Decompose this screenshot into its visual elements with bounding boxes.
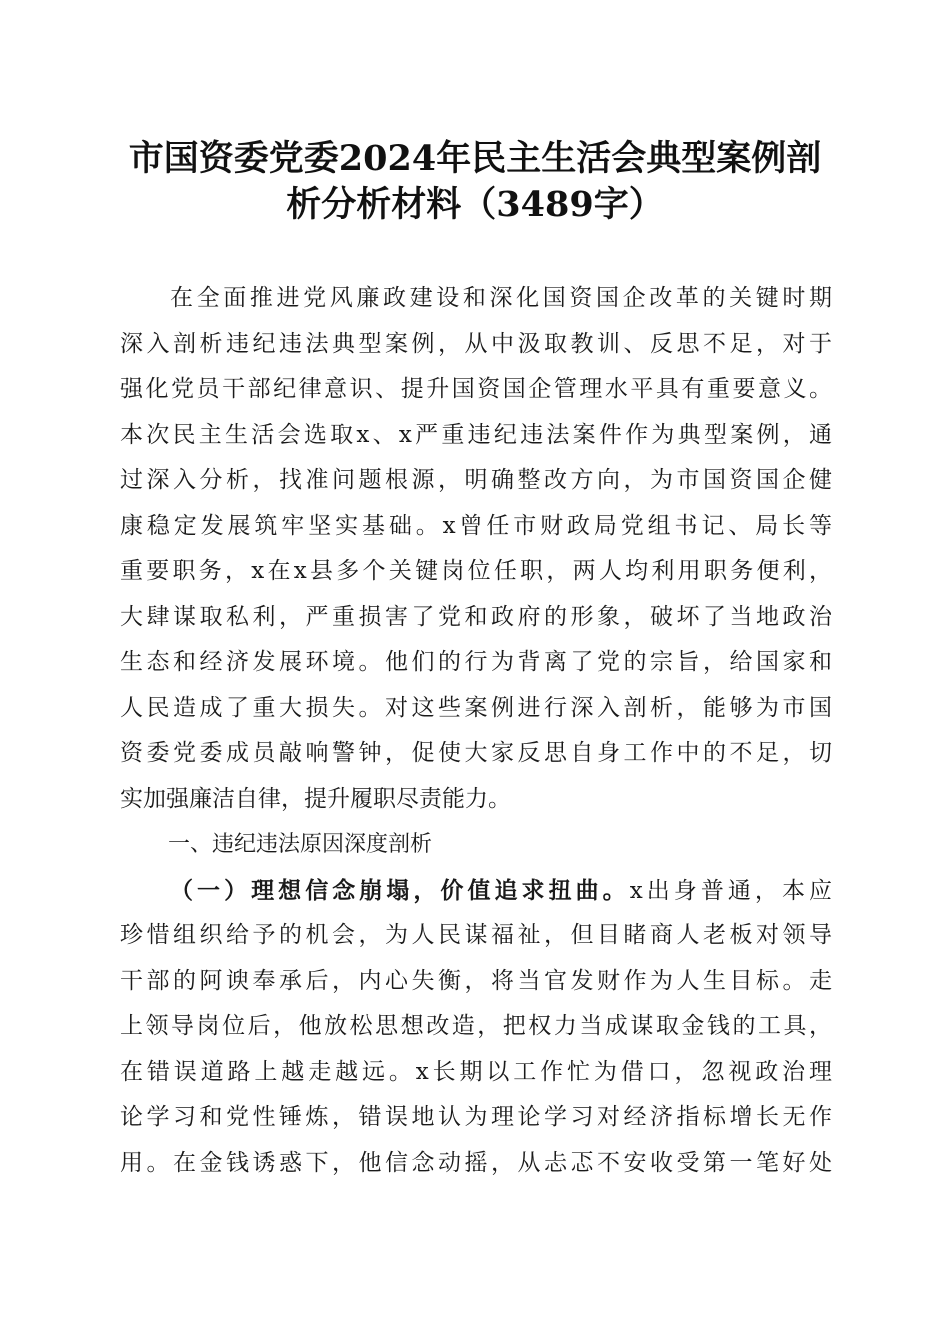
section-heading: 一、违纪违法原因深度剖析 <box>168 832 433 857</box>
paragraph-line: 珍惜组织给予的机会，为人民谋福祉，但目睹商人老板对领导 <box>120 922 832 948</box>
paragraph-line: 大肆谋取私利，严重损害了党和政府的形象，破坏了当地政治 <box>120 603 832 630</box>
title-line-1: 市国资委党委2024年民主生活会典型案例剖 <box>128 138 822 179</box>
paragraph-line <box>120 868 832 914</box>
subsection-paragraph <box>120 868 832 1187</box>
intro-paragraph <box>120 276 832 822</box>
paragraph-line: 强化党员干部纪律意识、提升国资国企管理水平具有重要意义。 <box>120 376 832 402</box>
paragraph-line: 重要职务，x在x县多个关键岗位任职，两人均利用职务便利， <box>120 558 832 584</box>
paragraph-line: 干部的阿谀奉承后，内心失衡，将当官发财作为人生目标。走 <box>120 967 832 994</box>
title-line-2: 析分析材料（3489字） <box>286 184 664 225</box>
paragraph-line: 康稳定发展筑牢坚实基础。x曾任市财政局党组书记、局长等 <box>120 512 832 539</box>
paragraph-line: 用。在金钱诱惑下，他信念动摇，从忐忑不安收受第一笔好处 <box>120 1149 832 1176</box>
subsection-heading: （一）理想信念崩塌，价值追求扭曲。 <box>170 876 630 904</box>
paragraph-line: 过深入分析，找准问题根源，明确整改方向，为市国资国企健 <box>120 467 832 493</box>
paragraph-line: 生态和经济发展环境。他们的行为背离了党的宗旨，给国家和 <box>120 649 832 675</box>
paragraph-line: 人民造成了重大损失。对这些案例进行深入剖析，能够为市国 <box>120 694 832 721</box>
paragraph-line: 深入剖析违纪违法典型案例，从中汲取教训、反思不足，对于 <box>120 330 832 357</box>
document-title <box>100 136 850 228</box>
paragraph-line: 在全面推进党风廉政建设和深化国资国企改革的关键时期 <box>170 285 832 311</box>
paragraph-line: 本次民主生活会选取x、x严重违纪违法案件作为典型案例，通 <box>120 421 832 448</box>
document-body <box>120 276 832 1186</box>
paragraph-line: 上领导岗位后，他放松思想改造，把权力当成谋取金钱的工具， <box>120 1013 832 1039</box>
paragraph-line: 在错误道路上越走越远。x长期以工作忙为借口，忽视政治理 <box>120 1058 832 1085</box>
paragraph-line: 实加强廉洁自律，提升履职尽责能力。 <box>120 785 511 812</box>
paragraph-line: 论学习和党性锤炼，错误地认为理论学习对经济指标增长无作 <box>120 1104 832 1130</box>
subsection-text: x出身普通，本应 <box>629 877 833 904</box>
paragraph-line: 资委党委成员敲响警钟，促使大家反思自身工作中的不足，切 <box>120 740 832 766</box>
